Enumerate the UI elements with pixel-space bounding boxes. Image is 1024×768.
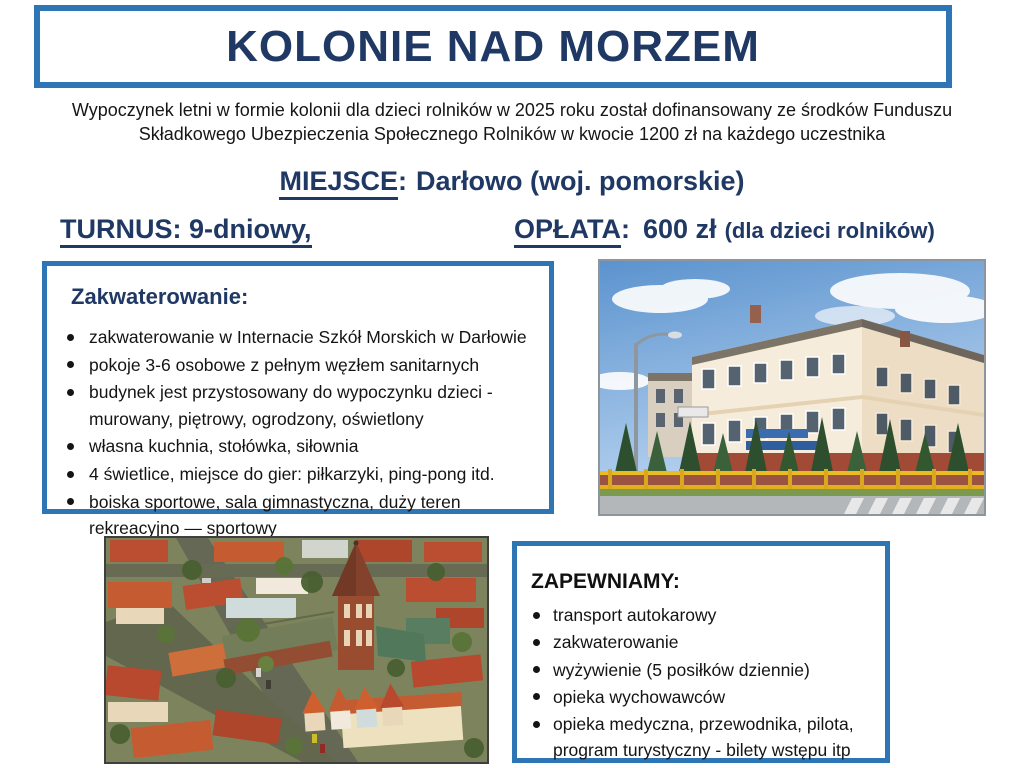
list-item: opieka wychowawców [529, 684, 881, 710]
fee-label: OPŁATA [514, 214, 621, 248]
accommodation-list [63, 324, 543, 542]
list-item: wyżywienie (5 posiłków dziennie) [529, 657, 881, 683]
fee-colon: : [621, 214, 630, 244]
fee-amount: 600 zł [643, 214, 717, 244]
title-box [34, 5, 952, 88]
page-title: KOLONIE NAD MORZEM [226, 21, 760, 71]
list-item: własna kuchnia, stołówka, siłownia [63, 433, 543, 460]
place-value: Darłowo (woj. pomorskie) [416, 166, 745, 196]
place-colon: : [398, 166, 407, 196]
place-label: MIEJSCE [279, 166, 398, 200]
place-line [0, 166, 1024, 197]
accommodation-heading: Zakwaterowanie: [71, 284, 249, 309]
list-item: budynek jest przystosowany do wypoczynku dzieci - murowany, piętrowy, ogrodzony, oświetlony [63, 379, 543, 432]
list-item: zakwaterowanie w Internacie Szkół Morskich w Darłowie [63, 324, 543, 351]
list-item: 4 świetlice, miejsce do gier: piłkarzyki, ping-pong itd. [63, 461, 543, 488]
fee-line [514, 214, 935, 245]
list-item: pokoje 3-6 osobowe z pełnym węzłem sanitarnych [63, 352, 543, 379]
list-item: zakwaterowanie [529, 629, 881, 655]
provided-list [529, 602, 881, 764]
list-item: transport autokarowy [529, 602, 881, 628]
town-aerial-photo [104, 536, 489, 764]
session-line [60, 214, 312, 245]
dormitory-photo [598, 259, 986, 516]
intro-paragraph: Wypoczynek letni w formie kolonii dla dzieci rolników w 2025 roku został dofinansowany ze środków Funduszu Składkowego Ubezpieczenia Społecznego Rolników w kwocie 1200 zł na każdego uczestnika [71, 100, 953, 144]
list-item: boiska sportowe, sala gimnastyczna, duży teren rekreacyjno — sportowy [63, 489, 543, 542]
fee-note: (dla dzieci rolników) [724, 218, 935, 243]
provided-heading: ZAPEWNIAMY: [531, 570, 680, 593]
session-text: TURNUS: 9-dniowy, [60, 214, 312, 248]
accommodation-box [42, 261, 554, 539]
list-item: opieka medyczna, przewodnika, pilota, program turystyczny - bilety wstępu itp [529, 711, 881, 764]
provided-box [512, 541, 890, 763]
